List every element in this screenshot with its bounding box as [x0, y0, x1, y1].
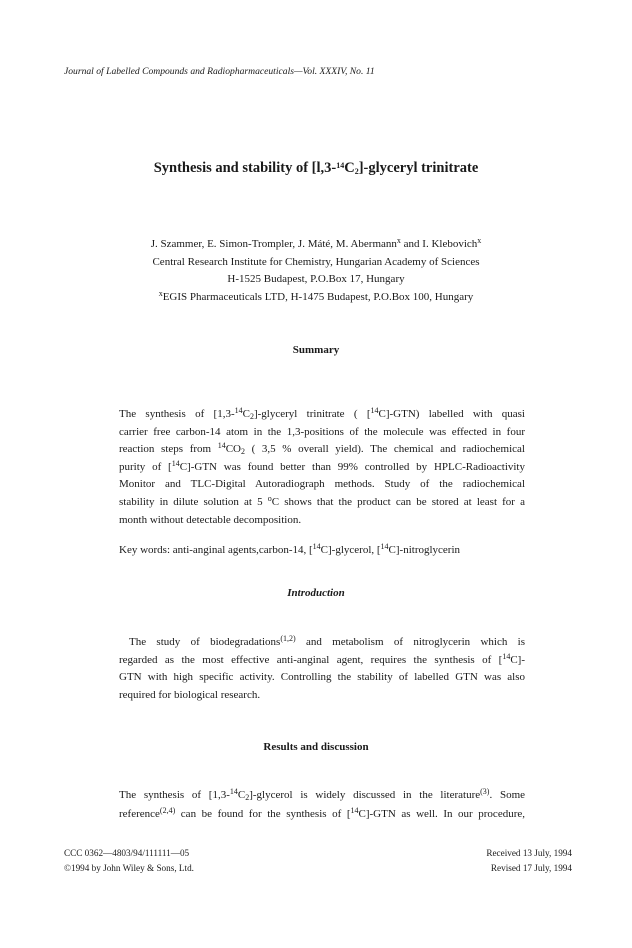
affiliation-1: Central Research Institute for Chemistry, Hungarian Academy of Sciences [152, 255, 480, 268]
footer-left [64, 846, 194, 876]
affiliation-1-address: H-1525 Budapest, P.O.Box 17, Hungary [227, 273, 405, 285]
author-block [0, 236, 632, 306]
keywords: Key words: anti-anginal agents,carbon-14, [$^{14}$C]-glycerol, [$^{14}$C]-nitroglycerin [119, 542, 461, 556]
summary-paragraph: The synthesis of $[1,3-^{14}C_2]$-glyceryl trinitrate ( [$^{14}$C]-GTN) labelled with quasi carrier free carbon-14 atom in the 1,3-positions of the molecule was effected in four reaction steps from $^{14}CO_2$ ( 3,5 % overall yield). The chemical and radiochemical purity of [$^{14}$C]-GTN was found better than 99% controlled by HPLC-Radioactivity Monitor and TLC-Digital Autoradiograph methods. Study of the radiochemical stability in dilute solution at 5 $^o$C shows that the product can be stored at least for a month without detectable decomposition. [119, 406, 525, 526]
results-paragraph: The synthesis of $[1,3-^{14}C_2]$-glycerol is widely discussed in the literature$^{(3)}$. Some reference$^{(2,4)}$ can be found for the synthesis of [$^{14}$C]-GTN as well. In our procedure, [119, 787, 526, 820]
summary-heading: Summary [292, 344, 340, 356]
footer-right [486, 846, 572, 876]
results-heading: Results and discussion [263, 741, 369, 753]
received-date: Received 13 July, 1994 [486, 848, 572, 858]
introduction-heading: Introduction [287, 587, 345, 599]
paper-title: Synthesis and stability of $[l,3-^{14}C_2]$-glyceryl trinitrate [153, 160, 479, 176]
ccc-code: CCC 0362—4803/94/111111—05 [64, 848, 190, 858]
author-names: J. Szammer, E. Simon-Trompler, J. Máté, M. Abermann$^x$ and I. Klebovich$^x$ [150, 236, 482, 250]
journal-header: Journal of Labelled Compounds and Radiopharmaceuticals—Vol. XXXIV, No. 11 [64, 66, 375, 77]
revised-date: Revised 17 July, 1994 [490, 863, 572, 873]
introduction-paragraph: The study of biodegradations$^{(1,2)}$ and metabolism of nitroglycerin which is regarded as the most effective anti-anginal agent, requires the synthesis of [$^{14}$C]- GTN with high specific activity. Controlling the stability of labelled GTN was also required for biological research. [119, 634, 525, 701]
affiliation-2: $^x$EGIS Pharmaceuticals LTD, H-1475 Budapest, P.O.Box 100, Hungary [158, 288, 474, 303]
copyright: ©1994 by John Wiley & Sons, Ltd. [64, 863, 194, 873]
